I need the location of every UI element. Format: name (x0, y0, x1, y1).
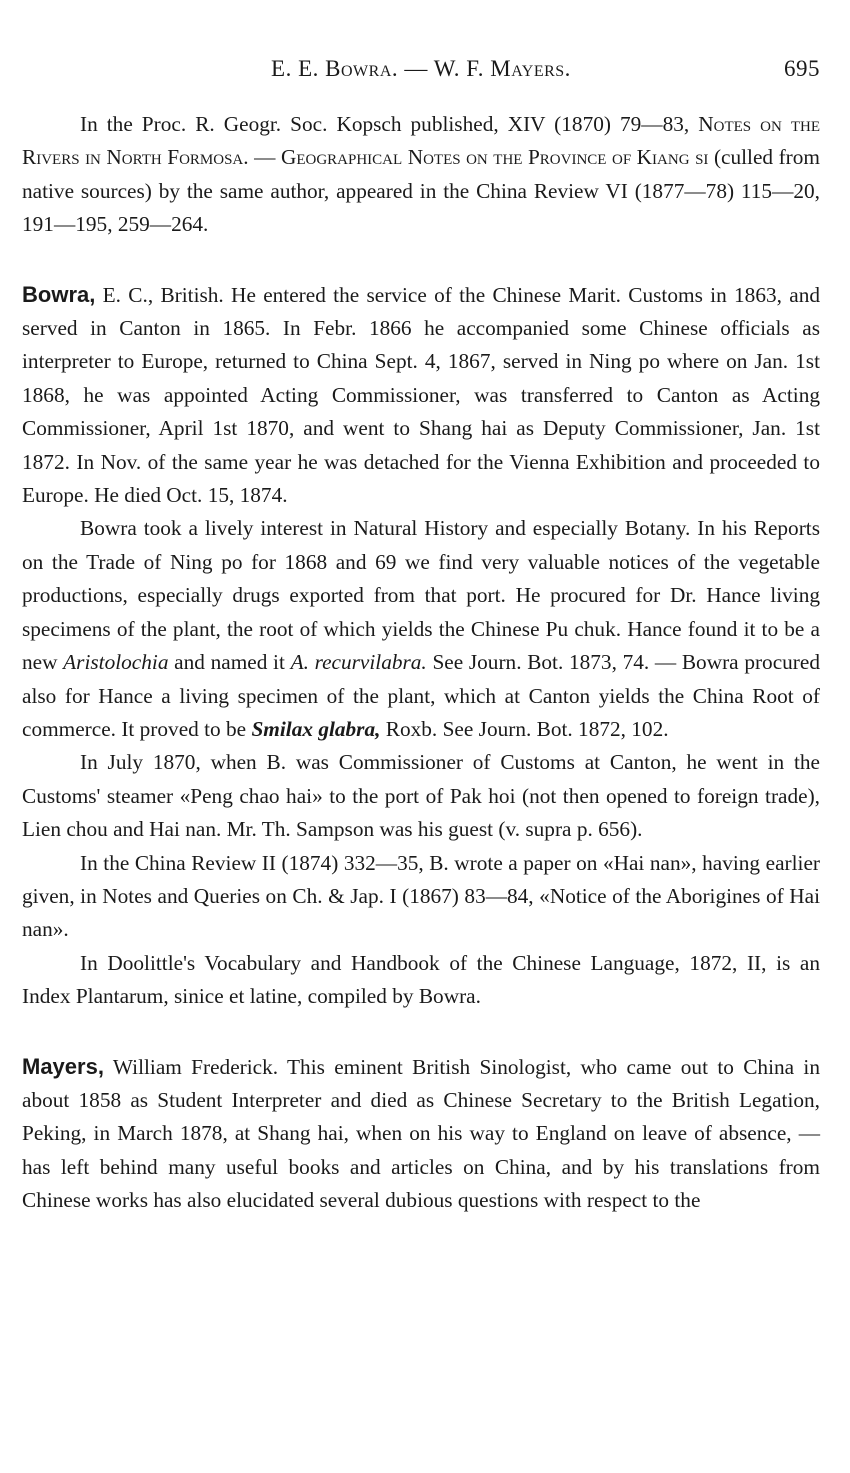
text-run: (culled from native sources) by the same author, appeared in the China Review VI (1877—78) 115—20, 191—195, 259—264. (22, 145, 820, 237)
paragraph-kopsch (22, 108, 820, 242)
page-body (22, 108, 820, 1218)
entry-bowra-paragraph-1 (22, 278, 820, 513)
entry-mayers-paragraph-1 (22, 1050, 820, 1218)
text-run: William Frederick. This eminent British Sinologist, who came out to China in about 1858 as Student Interpreter and died as Chinese Secretary to the British Legation, Peking, in March 1878, at Shang hai, when on his way to England on leave of absence, — has left behind many useful books and articles on China, and by his translations from Chinese works has also elucidated several dubious questions with respect to the (22, 1054, 820, 1213)
page-number: 695 (784, 56, 820, 81)
entry-bowra-paragraph-4: In the China Review II (1874) 332—35, B. wrote a paper on «Hai nan», having earlier given, in Notes and Queries on Ch. & Jap. I (1867) 83—84, «Notice of the Aborigines of Hai nan». (22, 850, 820, 942)
italic-genus: Aristolochia (63, 650, 169, 675)
entry-bowra-paragraph-5: In Doolittle's Vocabulary and Handbook of the Chinese Language, 1872, II, is an Index Plantarum, sinice et latine, compiled by Bowra. (22, 950, 820, 1009)
entry-bowra-paragraph-2 (22, 512, 820, 746)
text-run: Roxb. See Journ. Bot. 1872, 102. (380, 716, 669, 741)
italic-smilax: Smilax glabra, (251, 716, 381, 741)
text-run: and named it (168, 650, 291, 675)
entry-heading-mayers: Mayers, (22, 1053, 104, 1079)
title-geographical-notes: Geographical Notes on the Province of Kiang si (280, 145, 709, 170)
running-title: E. E. Bowra. — W. F. Mayers. (271, 56, 571, 81)
running-header (22, 56, 820, 90)
text-run: Bowra took a lively interest in Natural History and especially Botany. In his Reports on the Trade of Ning po for 1868 and 69 we find very valuable notices of the vegetable productions, especially drugs exported from that port. He procured for Dr. Hance living specimens of the plant, the root of which yields the Chinese Pu chuk. Hance found it to be a new (22, 516, 820, 675)
section-gap (22, 1014, 820, 1050)
text-run: E. C., British. He entered the service of the Chinese Marit. Customs in 1863, and served in Canton in 1865. In Febr. 1866 he accompanied some Chinese officials as interpreter to Europe, returned to China Sept. 4, 1867, served in Ning po where on Jan. 1st 1868, he was appointed Acting Commissioner, was transferred to Canton as Acting Commissioner, April 1st 1870, and went to Shang hai as Deputy Commissioner, Jan. 1st 1872. In Nov. of the same year he was detached for the Vienna Exhibition and proceeded to Europe. He died Oct. 15, 1874. (22, 282, 820, 508)
text-run: See Journ. Bot. 1873, 74. — Bowra procured also for Hance a living specimen of the plant, which at Canton yields the China Root of commerce. It proved to be (22, 650, 820, 741)
section-gap (22, 242, 820, 278)
title-notes-rivers: Notes on the Rivers in North Formosa. (22, 112, 820, 170)
italic-species: A. recurvilabra. (290, 650, 427, 675)
entry-heading-bowra: Bowra, (22, 281, 96, 307)
entry-bowra-paragraph-3: In July 1870, when B. was Commissioner of Customs at Canton, he went in the Customs' steamer «Peng chao hai» to the port of Pak hoi (not then opened to foreign trade), Lien chou and Hai nan. Mr. Th. Sampson was his guest (v. supra p. 656). (22, 750, 820, 842)
text-run: In the Proc. R. Geogr. Soc. Kopsch published, XIV (1870) 79—83, (80, 112, 699, 136)
text-run: — (248, 145, 281, 170)
